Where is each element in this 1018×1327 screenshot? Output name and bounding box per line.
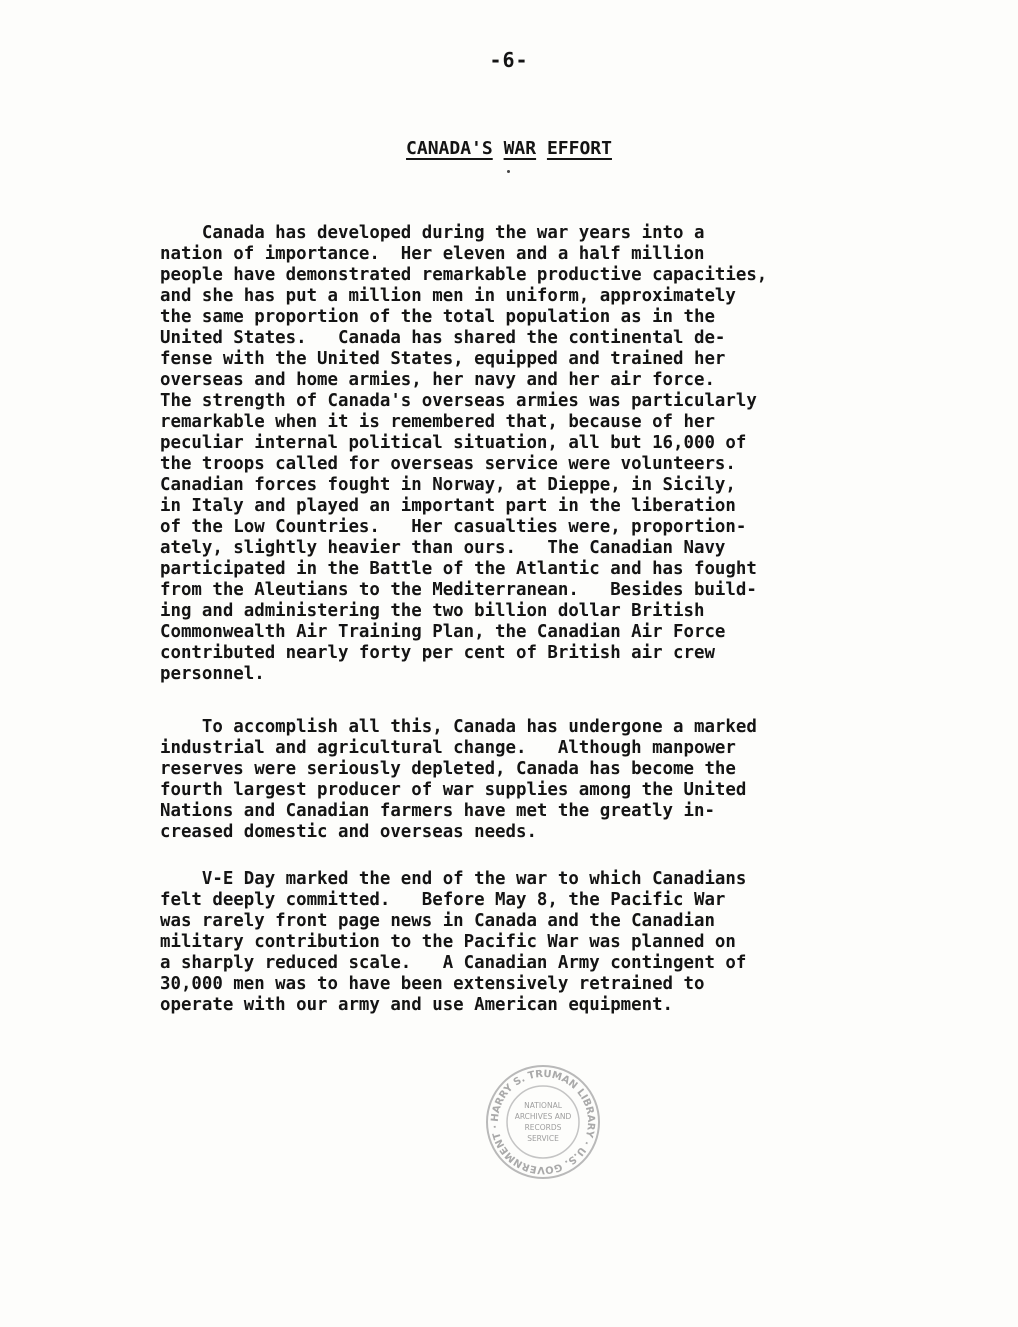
text-line: a sharply reduced scale. A Canadian Army contingent of: [160, 953, 747, 973]
paragraph-2: [160, 717, 757, 843]
text-line: from the Aleutians to the Mediterranean. Besides build-: [160, 580, 757, 600]
text-line: and she has put a million men in uniform, approximately: [160, 286, 736, 306]
text-line: creased domestic and overseas needs.: [160, 822, 537, 842]
paragraph-1: [160, 223, 767, 685]
stamp-center-line-3: RECORDS: [524, 1123, 562, 1132]
text-line: people have demonstrated remarkable productive capacities,: [160, 265, 768, 285]
page-title: [0, 138, 1018, 159]
text-line: fourth largest producer of war supplies among the United: [160, 780, 747, 800]
text-line: in Italy and played an important part in the liberation: [160, 496, 736, 516]
text-line: ately, slightly heavier than ours. The Canadian Navy: [160, 538, 726, 558]
text-line: participated in the Battle of the Atlantic and has fought: [160, 559, 757, 579]
text-line: remarkable when it is remembered that, because of her: [160, 412, 715, 432]
text-line: The strength of Canada's overseas armies was particularly: [160, 391, 757, 411]
text-line: Commonwealth Air Training Plan, the Canadian Air Force: [160, 622, 726, 642]
stamp-center-line-2: ARCHIVES AND: [514, 1112, 572, 1121]
stamp-center-line-4: SERVICE: [527, 1134, 559, 1143]
text-line: fense with the United States, equipped and trained her: [160, 349, 726, 369]
stamp-center-line-1: NATIONAL: [524, 1101, 562, 1110]
text-line: Nations and Canadian farmers have met the greatly in-: [160, 801, 715, 821]
text-line: overseas and home armies, her navy and her air force.: [160, 370, 715, 390]
text-line: of the Low Countries. Her casualties were, proportion-: [160, 517, 747, 537]
text-line: 30,000 men was to have been extensively retrained to: [160, 974, 705, 994]
text-line: Canadian forces fought in Norway, at Dieppe, in Sicily,: [160, 475, 736, 495]
text-line: contributed nearly forty per cent of British air crew: [160, 643, 715, 663]
text-line: ing and administering the two billion dollar British: [160, 601, 705, 621]
text-line: military contribution to the Pacific War was planned on: [160, 932, 736, 952]
text-line: the same proportion of the total population as in the: [160, 307, 715, 327]
text-line: Canada has developed during the war years into a: [160, 223, 705, 243]
text-line: the troops called for overseas service were volunteers.: [160, 454, 736, 474]
title-word-3: EFFORT: [546, 138, 612, 159]
text-line: V-E Day marked the end of the war to which Canadians: [160, 869, 747, 889]
text-line: United States. Canada has shared the continental de-: [160, 328, 726, 348]
text-line: felt deeply committed. Before May 8, the Pacific War: [160, 890, 726, 910]
stamp-ring-text: HARRY S. TRUMAN LIBRARY · U.S. GOVERNMENT ·: [489, 1068, 597, 1176]
title-word-1: CANADA'S: [406, 138, 493, 159]
text-line: peculiar internal political situation, all but 16,000 of: [160, 433, 747, 453]
text-line: To accomplish all this, Canada has undergone a marked: [160, 717, 757, 737]
text-line: nation of importance. Her eleven and a half million: [160, 244, 705, 264]
title-word-2: WAR: [503, 138, 537, 159]
text-line: industrial and agricultural change. Although manpower: [160, 738, 736, 758]
text-line: personnel.: [160, 664, 265, 684]
text-line: was rarely front page news in Canada and the Canadian: [160, 911, 715, 931]
paragraph-3: [160, 869, 746, 1016]
stamp-seal-icon: [484, 1063, 602, 1181]
page-number: -6-: [489, 48, 529, 72]
ink-speck: [507, 170, 510, 173]
text-line: reserves were seriously depleted, Canada has become the: [160, 759, 736, 779]
archive-stamp: [484, 1063, 602, 1181]
text-line: operate with our army and use American equipment.: [160, 995, 674, 1015]
